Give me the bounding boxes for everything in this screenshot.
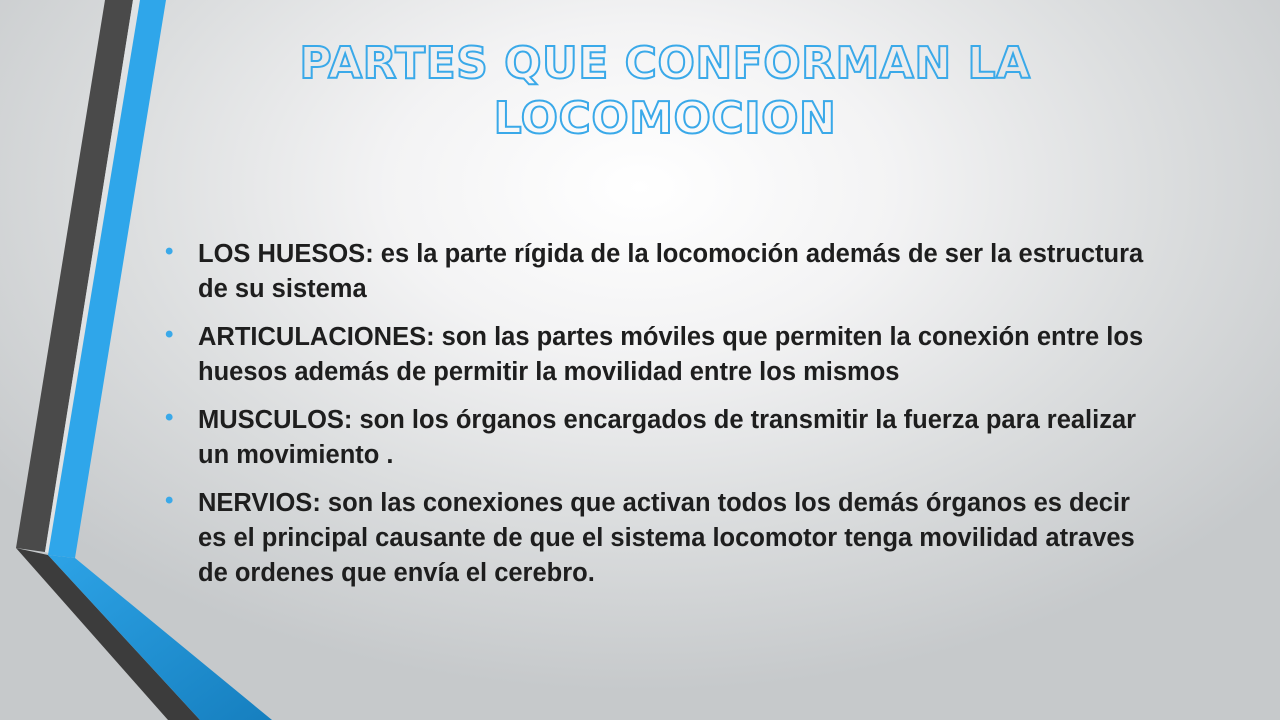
list-item <box>165 486 1165 591</box>
bullet-text-musculos: MUSCULOS: son los órganos encargados de transmitir la fuerza para realizar un movimiento . <box>198 406 1137 469</box>
bullet-text-articulaciones: ARTICULACIONES: son las partes móviles que permiten la conexión entre los huesos además de permitir la movilidad entre los mismos <box>198 323 1144 386</box>
bullet-dot-icon: • <box>165 487 174 514</box>
bullet-dot-icon: • <box>165 321 174 348</box>
bullet-dot-icon: • <box>165 404 174 431</box>
list-item <box>165 403 1165 473</box>
bullet-list <box>165 237 1165 604</box>
slide-title: PARTES QUE CONFORMAN LA LOCOMOCION <box>299 38 1031 144</box>
list-item <box>165 237 1165 307</box>
bullet-text-huesos: LOS HUESOS: es la parte rígida de la locomoción además de ser la estructura de su sistema <box>198 240 1144 303</box>
list-item <box>165 320 1165 390</box>
bullet-text-nervios: NERVIOS: son las conexiones que activan todos los demás órganos es decir es el principal causante de que el sistema locomotor tenga movilidad atraves de ordenes que envía el cerebro. <box>198 489 1135 587</box>
bullet-dot-icon: • <box>165 238 174 265</box>
